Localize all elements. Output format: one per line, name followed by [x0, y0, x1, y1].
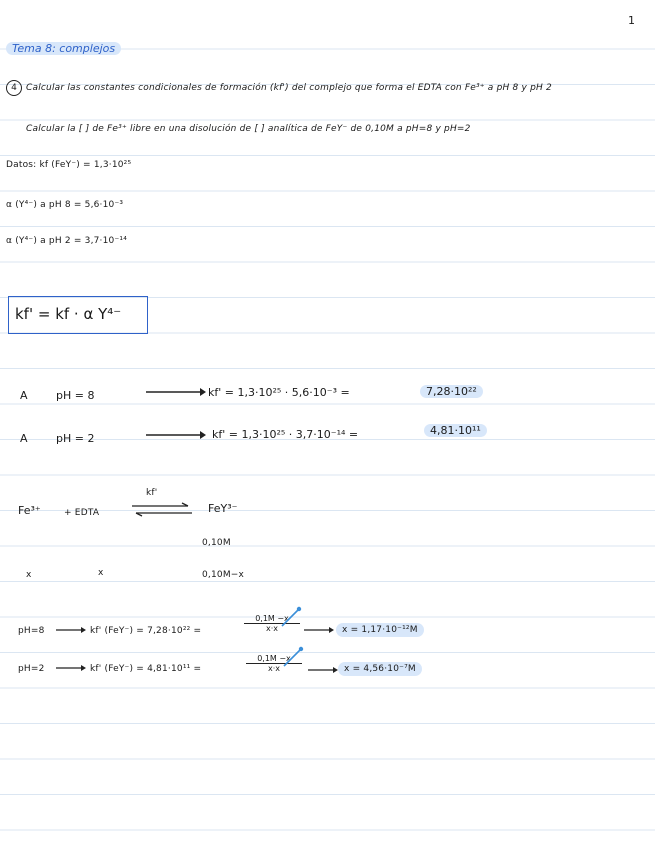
arrow-right-icon [146, 429, 206, 441]
result-ph-8: pH = 8 [56, 389, 95, 402]
cross-out-icon [280, 606, 302, 628]
problem-line-2: Calcular la [ ] de Fe³⁺ libre en una disolución de [ ] analítica de FeY⁻ de 0,10M a pH=8 y pH=2 [26, 124, 471, 134]
initial-product-conc: 0,10M [202, 538, 231, 548]
result-calc-ph2: kf' = 1,3·10²⁵ · 3,7·10⁻¹⁴ = [212, 428, 359, 441]
problem-number: 4 [6, 80, 22, 96]
fraction-denominator: x·x [267, 664, 280, 673]
page-number: 1 [628, 14, 635, 27]
arrow-right-icon [304, 625, 334, 635]
reactant-fe: Fe³⁺ [18, 504, 41, 517]
product-fey: FeY³⁻ [208, 502, 238, 515]
fraction-numerator: 0,1M −x [246, 654, 302, 664]
solution-ph2-expr: kf' (FeY⁻) = 4,81·10¹¹ = [90, 664, 202, 674]
solution-ph2-answer: x = 4,56·10⁻⁷M [338, 662, 422, 676]
result-answer-ph8: 7,28·10²² [420, 385, 483, 398]
problem-line-1: Calcular las constantes condicionales de formación (kf') del complejo que forma el EDTA con Fe³⁺ a pH 8 y pH 2 [26, 83, 552, 93]
result-ph-2: pH = 2 [56, 432, 95, 445]
fraction-numerator: 0,1M −x [244, 614, 300, 624]
arrow-right-icon [146, 386, 206, 398]
solution-ph8-label: pH=8 [18, 626, 45, 636]
eq-fe-conc: x [26, 570, 32, 580]
arrow-right-icon [56, 663, 86, 673]
fraction-denominator: x·x [265, 624, 278, 633]
arrow-right-icon [56, 625, 86, 635]
solution-ph8-expr: kf' (FeY⁻) = 7,28·10²² = [90, 626, 202, 636]
boxed-formula: kf' = kf · α Y⁴⁻ [15, 305, 122, 323]
data-alpha-ph2: α (Y⁴⁻) a pH 2 = 3,7·10⁻¹⁴ [6, 236, 128, 246]
reactant-edta: + EDTA [64, 508, 100, 518]
eq-edta-conc: x [98, 568, 104, 578]
result-answer-ph2: 4,81·10¹¹ [424, 424, 487, 437]
solution-ph2-label: pH=2 [18, 664, 45, 674]
arrow-right-icon [308, 665, 338, 675]
cross-out-icon [282, 646, 304, 668]
reaction-constant-label: kf' [146, 488, 158, 498]
page-title: Tema 8: complejos [6, 42, 121, 55]
eq-product-conc: 0,10M−x [202, 570, 245, 580]
result-prefix-ph2: A [20, 432, 28, 445]
solution-ph8-answer: x = 1,17·10⁻¹²M [336, 623, 424, 637]
data-kf: Datos: kf (FeY⁻) = 1,3·10²⁵ [6, 160, 132, 170]
result-calc-ph8: kf' = 1,3·10²⁵ · 5,6·10⁻³ = [208, 386, 350, 399]
equilibrium-arrows-icon [132, 503, 192, 517]
result-prefix-ph8: A [20, 389, 28, 402]
data-alpha-ph8: α (Y⁴⁻) a pH 8 = 5,6·10⁻³ [6, 200, 124, 210]
